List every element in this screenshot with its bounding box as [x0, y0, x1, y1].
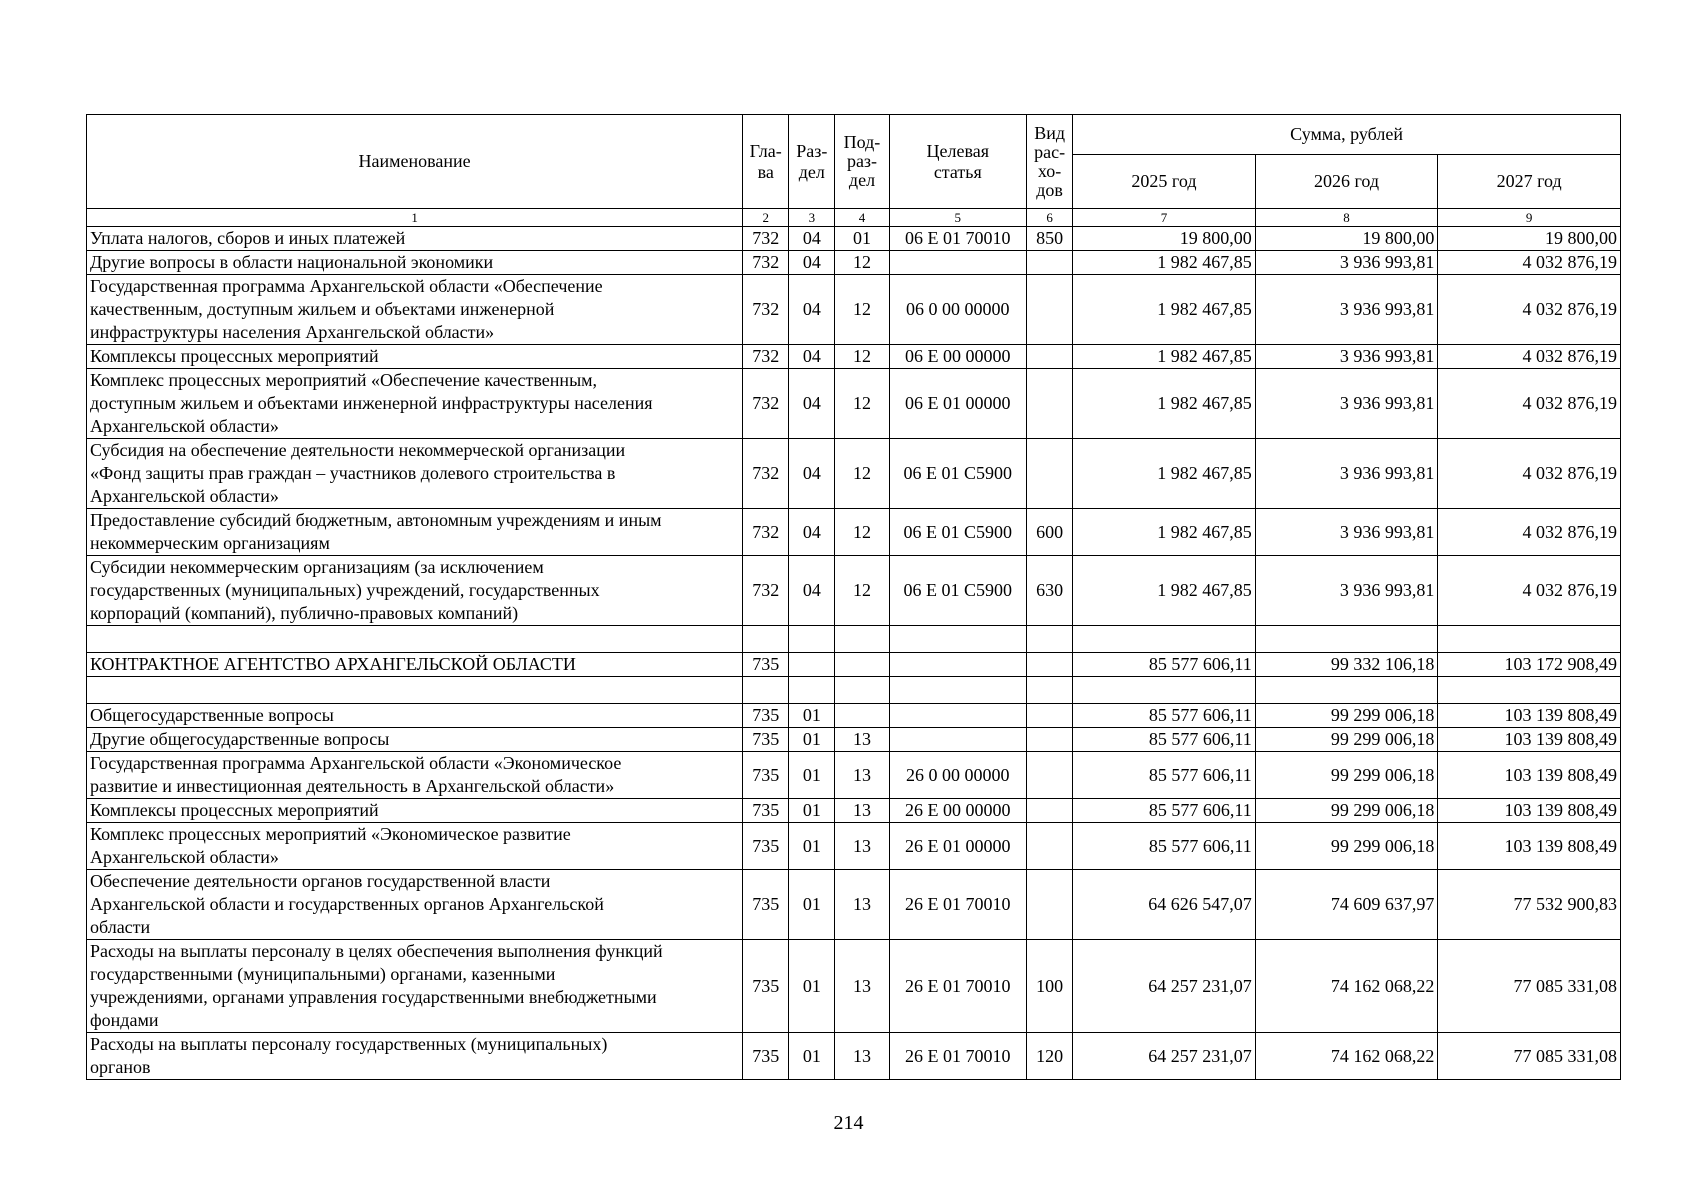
row-sum-2025: 1 982 467,85	[1073, 345, 1256, 369]
row-target-article	[889, 626, 1026, 653]
row-target-article: 06 Е 00 00000	[889, 345, 1026, 369]
row-podrazdel	[835, 677, 889, 704]
row-glava: 732	[743, 251, 789, 275]
row-expense-type	[1027, 704, 1073, 728]
row-sum-2025: 85 577 606,11	[1073, 653, 1256, 677]
row-expense-type: 850	[1027, 227, 1073, 251]
row-podrazdel: 13	[835, 752, 889, 799]
table-row	[87, 752, 1621, 799]
row-name: КОНТРАКТНОЕ АГЕНТСТВО АРХАНГЕЛЬСКОЙ ОБЛАСТИ	[87, 653, 743, 677]
row-expense-type	[1027, 653, 1073, 677]
header-podrazdel: Под- раз- дел	[835, 115, 889, 209]
row-razdel: 04	[789, 439, 835, 509]
table-row	[87, 823, 1621, 870]
row-sum-2026: 3 936 993,81	[1255, 509, 1438, 556]
row-sum-2027: 77 532 900,83	[1438, 870, 1621, 940]
row-target-article: 26 0 00 00000	[889, 752, 1026, 799]
row-sum-2027: 4 032 876,19	[1438, 556, 1621, 626]
row-expense-type	[1027, 752, 1073, 799]
column-number: 7	[1073, 209, 1256, 227]
row-sum-2025: 85 577 606,11	[1073, 823, 1256, 870]
row-glava: 732	[743, 509, 789, 556]
empty-row	[87, 677, 1621, 704]
row-sum-2027: 19 800,00	[1438, 227, 1621, 251]
row-sum-2026: 3 936 993,81	[1255, 251, 1438, 275]
table-row	[87, 251, 1621, 275]
row-sum-2025: 64 257 231,07	[1073, 1033, 1256, 1080]
header-razdel: Раз- дел	[789, 115, 835, 209]
row-sum-2027: 4 032 876,19	[1438, 509, 1621, 556]
row-glava: 732	[743, 275, 789, 345]
row-target-article: 06 0 00 00000	[889, 275, 1026, 345]
row-sum-2026: 99 299 006,18	[1255, 704, 1438, 728]
column-number: 1	[87, 209, 743, 227]
row-podrazdel: 13	[835, 728, 889, 752]
row-podrazdel: 12	[835, 251, 889, 275]
column-number: 5	[889, 209, 1026, 227]
row-sum-2026: 74 609 637,97	[1255, 870, 1438, 940]
row-razdel: 01	[789, 704, 835, 728]
row-glava: 735	[743, 823, 789, 870]
row-expense-type	[1027, 275, 1073, 345]
row-name: Государственная программа Архангельской области «Экономическое развитие и инвестиционная деятельность в Архангельской области»	[87, 752, 743, 799]
row-razdel: 01	[789, 1033, 835, 1080]
table-row	[87, 704, 1621, 728]
table-row	[87, 556, 1621, 626]
row-razdel: 01	[789, 870, 835, 940]
row-sum-2026	[1255, 677, 1438, 704]
row-name: Другие общегосударственные вопросы	[87, 728, 743, 752]
row-glava: 732	[743, 345, 789, 369]
row-expense-type	[1027, 369, 1073, 439]
row-sum-2026: 74 162 068,22	[1255, 1033, 1438, 1080]
row-glava: 735	[743, 752, 789, 799]
row-razdel: 01	[789, 728, 835, 752]
row-podrazdel: 12	[835, 369, 889, 439]
row-sum-2025: 64 626 547,07	[1073, 870, 1256, 940]
row-name: Комплекс процессных мероприятий «Экономическое развитие Архангельской области»	[87, 823, 743, 870]
row-expense-type	[1027, 345, 1073, 369]
row-target-article: 06 Е 01 С5900	[889, 556, 1026, 626]
row-glava: 732	[743, 556, 789, 626]
row-name: Общегосударственные вопросы	[87, 704, 743, 728]
row-razdel	[789, 677, 835, 704]
row-podrazdel: 13	[835, 870, 889, 940]
row-sum-2026: 99 299 006,18	[1255, 728, 1438, 752]
table-row	[87, 227, 1621, 251]
row-expense-type	[1027, 870, 1073, 940]
row-target-article	[889, 677, 1026, 704]
row-expense-type: 630	[1027, 556, 1073, 626]
row-target-article: 06 Е 01 С5900	[889, 439, 1026, 509]
row-target-article	[889, 251, 1026, 275]
row-target-article: 26 Е 01 70010	[889, 940, 1026, 1033]
row-name	[87, 626, 743, 653]
table-row	[87, 799, 1621, 823]
table-row	[87, 439, 1621, 509]
table-row	[87, 275, 1621, 345]
row-podrazdel: 12	[835, 345, 889, 369]
row-podrazdel: 13	[835, 1033, 889, 1080]
row-glava: 732	[743, 369, 789, 439]
row-name: Расходы на выплаты персоналу государственных (муниципальных) органов	[87, 1033, 743, 1080]
row-razdel: 04	[789, 251, 835, 275]
column-number: 8	[1255, 209, 1438, 227]
row-podrazdel: 13	[835, 799, 889, 823]
row-sum-2027: 103 139 808,49	[1438, 752, 1621, 799]
column-number: 3	[789, 209, 835, 227]
row-name: Комплекс процессных мероприятий «Обеспечение качественным, доступным жильем и объектами инженерной инфраструктуры населения Архангельской области»	[87, 369, 743, 439]
row-target-article: 06 Е 01 70010	[889, 227, 1026, 251]
row-name: Государственная программа Архангельской области «Обеспечение качественным, доступным жильем и объектами инженерной инфраструктуры населения Архангельской области»	[87, 275, 743, 345]
row-sum-2027: 4 032 876,19	[1438, 369, 1621, 439]
row-name: Субсидия на обеспечение деятельности некоммерческой организации «Фонд защиты прав граждан – участников долевого строительства в Архангельской области»	[87, 439, 743, 509]
row-podrazdel: 13	[835, 823, 889, 870]
row-podrazdel: 12	[835, 556, 889, 626]
row-podrazdel: 12	[835, 275, 889, 345]
row-sum-2026: 3 936 993,81	[1255, 369, 1438, 439]
row-sum-2027: 4 032 876,19	[1438, 251, 1621, 275]
row-sum-2027: 4 032 876,19	[1438, 345, 1621, 369]
row-target-article	[889, 728, 1026, 752]
row-sum-2025: 85 577 606,11	[1073, 728, 1256, 752]
row-glava: 735	[743, 653, 789, 677]
row-sum-2027: 103 139 808,49	[1438, 728, 1621, 752]
row-razdel: 01	[789, 752, 835, 799]
row-name: Предоставление субсидий бюджетным, автономным учреждениям и иным некоммерческим организациям	[87, 509, 743, 556]
row-sum-2027: 103 139 808,49	[1438, 799, 1621, 823]
row-target-article	[889, 653, 1026, 677]
row-razdel: 01	[789, 823, 835, 870]
row-glava: 732	[743, 227, 789, 251]
row-expense-type	[1027, 626, 1073, 653]
row-sum-2026: 3 936 993,81	[1255, 345, 1438, 369]
empty-row	[87, 626, 1621, 653]
row-podrazdel	[835, 704, 889, 728]
row-sum-2025: 1 982 467,85	[1073, 439, 1256, 509]
row-name: Другие вопросы в области национальной экономики	[87, 251, 743, 275]
row-sum-2027: 103 172 908,49	[1438, 653, 1621, 677]
row-sum-2026	[1255, 626, 1438, 653]
row-target-article: 06 Е 01 00000	[889, 369, 1026, 439]
row-razdel: 04	[789, 275, 835, 345]
row-expense-type: 600	[1027, 509, 1073, 556]
row-expense-type	[1027, 728, 1073, 752]
row-name: Субсидии некоммерческим организациям (за исключением государственных (муниципальных) учреждений, государственных корпораций (компаний), публично-правовых компаний)	[87, 556, 743, 626]
table-row	[87, 728, 1621, 752]
row-name	[87, 677, 743, 704]
header-year-2025: 2025 год	[1073, 155, 1256, 209]
row-expense-type: 100	[1027, 940, 1073, 1033]
header-name: Наименование	[87, 115, 743, 209]
row-sum-2027: 77 085 331,08	[1438, 1033, 1621, 1080]
row-glava: 735	[743, 1033, 789, 1080]
column-number: 9	[1438, 209, 1621, 227]
row-razdel: 04	[789, 227, 835, 251]
row-razdel	[789, 626, 835, 653]
row-sum-2025: 1 982 467,85	[1073, 369, 1256, 439]
row-sum-2026: 19 800,00	[1255, 227, 1438, 251]
row-glava: 735	[743, 870, 789, 940]
row-sum-2025	[1073, 626, 1256, 653]
row-target-article: 06 Е 01 С5900	[889, 509, 1026, 556]
row-podrazdel	[835, 626, 889, 653]
row-glava: 735	[743, 728, 789, 752]
row-sum-2025: 85 577 606,11	[1073, 704, 1256, 728]
row-razdel	[789, 653, 835, 677]
row-glava	[743, 677, 789, 704]
row-sum-2025: 1 982 467,85	[1073, 509, 1256, 556]
row-target-article: 26 Е 01 00000	[889, 823, 1026, 870]
row-expense-type	[1027, 799, 1073, 823]
budget-table	[86, 114, 1621, 1080]
table-row	[87, 509, 1621, 556]
row-sum-2026: 99 299 006,18	[1255, 752, 1438, 799]
row-sum-2027: 77 085 331,08	[1438, 940, 1621, 1033]
row-expense-type	[1027, 823, 1073, 870]
header-target-article: Целевая статья	[889, 115, 1026, 209]
row-glava: 735	[743, 940, 789, 1033]
row-podrazdel: 01	[835, 227, 889, 251]
row-name: Уплата налогов, сборов и иных платежей	[87, 227, 743, 251]
header-expense-type: Вид рас- хо- дов	[1027, 115, 1073, 209]
row-sum-2025: 1 982 467,85	[1073, 275, 1256, 345]
table-row	[87, 870, 1621, 940]
page-number: 214	[833, 1112, 864, 1134]
row-sum-2025: 85 577 606,11	[1073, 752, 1256, 799]
header-sum: Сумма, рублей	[1073, 115, 1621, 155]
row-sum-2027: 103 139 808,49	[1438, 823, 1621, 870]
row-expense-type: 120	[1027, 1033, 1073, 1080]
row-sum-2026: 74 162 068,22	[1255, 940, 1438, 1033]
row-glava: 735	[743, 704, 789, 728]
header-glava: Гла- ва	[743, 115, 789, 209]
table-row	[87, 653, 1621, 677]
row-sum-2025	[1073, 677, 1256, 704]
row-sum-2027	[1438, 626, 1621, 653]
row-razdel: 04	[789, 509, 835, 556]
row-sum-2025: 19 800,00	[1073, 227, 1256, 251]
row-sum-2026: 99 299 006,18	[1255, 823, 1438, 870]
row-podrazdel: 12	[835, 509, 889, 556]
row-sum-2026: 3 936 993,81	[1255, 439, 1438, 509]
row-sum-2027	[1438, 677, 1621, 704]
row-sum-2027: 4 032 876,19	[1438, 439, 1621, 509]
row-razdel: 01	[789, 940, 835, 1033]
row-sum-2027: 4 032 876,19	[1438, 275, 1621, 345]
row-expense-type	[1027, 677, 1073, 704]
row-sum-2025: 1 982 467,85	[1073, 251, 1256, 275]
header-year-2026: 2026 год	[1255, 155, 1438, 209]
row-glava	[743, 626, 789, 653]
row-sum-2026: 3 936 993,81	[1255, 556, 1438, 626]
row-podrazdel: 12	[835, 439, 889, 509]
column-number: 4	[835, 209, 889, 227]
row-name: Комплексы процессных мероприятий	[87, 345, 743, 369]
row-sum-2025: 1 982 467,85	[1073, 556, 1256, 626]
row-expense-type	[1027, 251, 1073, 275]
row-podrazdel	[835, 653, 889, 677]
row-target-article	[889, 704, 1026, 728]
table-row	[87, 1033, 1621, 1080]
row-target-article: 26 Е 00 00000	[889, 799, 1026, 823]
row-sum-2026: 99 332 106,18	[1255, 653, 1438, 677]
row-expense-type	[1027, 439, 1073, 509]
column-number-row	[87, 209, 1621, 227]
row-glava: 732	[743, 439, 789, 509]
row-razdel: 01	[789, 799, 835, 823]
header-year-2027: 2027 год	[1438, 155, 1621, 209]
row-sum-2025: 64 257 231,07	[1073, 940, 1256, 1033]
row-sum-2027: 103 139 808,49	[1438, 704, 1621, 728]
table-row	[87, 369, 1621, 439]
row-razdel: 04	[789, 345, 835, 369]
row-glava: 735	[743, 799, 789, 823]
row-sum-2025: 85 577 606,11	[1073, 799, 1256, 823]
row-razdel: 04	[789, 369, 835, 439]
row-sum-2026: 99 299 006,18	[1255, 799, 1438, 823]
row-target-article: 26 Е 01 70010	[889, 1033, 1026, 1080]
row-target-article: 26 Е 01 70010	[889, 870, 1026, 940]
table-row	[87, 940, 1621, 1033]
table-row	[87, 345, 1621, 369]
row-podrazdel: 13	[835, 940, 889, 1033]
column-number: 6	[1027, 209, 1073, 227]
column-number: 2	[743, 209, 789, 227]
row-sum-2026: 3 936 993,81	[1255, 275, 1438, 345]
row-name: Обеспечение деятельности органов государственной власти Архангельской области и государственных органов Архангельской области	[87, 870, 743, 940]
row-name: Комплексы процессных мероприятий	[87, 799, 743, 823]
row-razdel: 04	[789, 556, 835, 626]
row-name: Расходы на выплаты персоналу в целях обеспечения выполнения функций государственными (муниципальными) органами, казенными учреждениями, органами управления государственными внебюджетными фондами	[87, 940, 743, 1033]
